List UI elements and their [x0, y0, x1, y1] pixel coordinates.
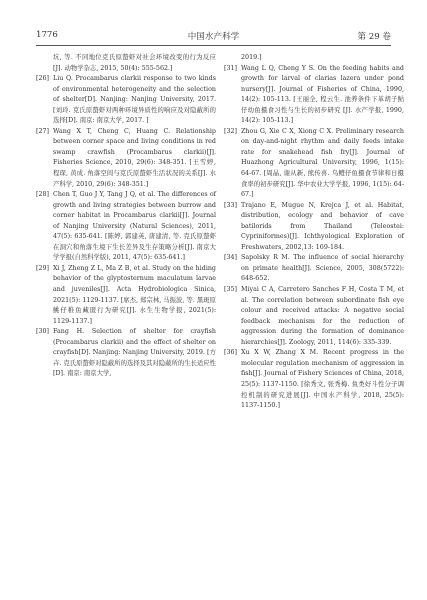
references-right-column — [224, 53, 404, 412]
reference-entry — [224, 285, 404, 348]
reference-number: [27] — [36, 127, 50, 135]
reference-number: [26] — [36, 75, 50, 83]
reference-text: Trajano E, Mugue N, Krejca J, et al. Habitat, distribution, ecology and behavior of cave batilorids from Thailand (Teleostei: Cypriniformes)[J]. Ichthyological Exploration of Freshwaters, 2002,13: 169-184. — [241, 201, 404, 251]
reference-text: Xu X W, Zhang X M. Recent progress in the molecular regulation mechanism of aggression in fish[J]. Journal of Fishery Sciences of China, 2018, 25(5): 1137-1150. [徐秀文, 张秀梅. 鱼类好斗性分子调控机制的研究进展[J]. 中国水产科学, 2018, 25(5): 1137-1150.] — [241, 349, 404, 410]
reference-entry — [224, 253, 404, 285]
reference-text: Wang X T, Cheng C, Huang C. Relationship between corner space and living conditions in red swamp crawfish (Procambarus clarkii)[J]. Fisheries Science, 2010, 29(6): 348-351. [王雪婷, 程琛, 黄成. 角落空间与克氏原螯虾生活状况的关系[J]. 水产科学, 2010, 29(6): 348-351.] — [53, 127, 216, 188]
reference-text: Wang L Q, Cheng Y S. On the feeding habits and growth for larval of clarias lazera under pond nursery[J]. Journal of Fisheries of China, 1990, 14(2): 105-113. [王丽全, 程云生. 池养条件下革胡子鲇仔幼鱼摄食习性与生长的初步研究 [J]. 水产学报, 1990, 14(2): 105-113.] — [241, 64, 404, 125]
references-left-column — [36, 53, 216, 380]
reference-number: [35] — [224, 286, 238, 294]
reference-text: Liu Q. Procambarus clarkii response to two kinds of environmental heterogeneity and the selection of shelter[D]. Nanjing: Nanjing University, 2017. [刘玲. 克氏原螯虾对两种环境异质性的响应及对隐蔽所的选择[D]. 南京: 南京大学, 2017. ] — [53, 75, 216, 125]
reference-text: Zhou G, Xie C X, Xiong C X. Preliminary research on day-and-night rhythm and daily feeds intake rate for snakehead fish fry[J]. Journal of Huazhong Agricultural University, 1996, 1(15): 64-67. [周晶, 谢从新, 熊传喜. 乌鳢仔鱼摄食节律和日摄食率的初步研究[J]. 华中农业大学学报, 1996, 1(15): 64-67.] — [241, 127, 404, 199]
reference-number: [30] — [36, 328, 50, 336]
reference-entry — [224, 64, 404, 127]
reference-entry — [36, 190, 216, 264]
reference-entry — [36, 327, 216, 380]
reference-number: [31] — [224, 64, 238, 72]
volume-label: 第 29 卷 — [357, 32, 391, 42]
reference-text: Fang H. Selection of shelter for crayfish (Procambarus clarkii) and the effect of shelter on crayfish[D]. Nanjing: Nanjing University, 2019. [方卉. 克氏原螯虾对隐蔽所的选择及其对隐蔽所的生长适应性[D]. 南京: 南京大学, — [53, 328, 216, 378]
page-header — [36, 30, 391, 42]
reference-entry — [224, 127, 404, 201]
reference-number: [34] — [224, 254, 238, 262]
journal-title: 中国水产科学 — [187, 32, 240, 42]
reference-entry — [224, 348, 404, 411]
reference-entry — [36, 53, 216, 74]
reference-entry — [36, 127, 216, 190]
reference-text: Chen T, Guo J Y, Tang J Q, et al. The differences of growth and living strategies between burrow and corner habitat in Procambarus clarkii[J]. Journal of Nanjing University (Natural Sciences), 2011, 47(5): 635-641. [陈婷, 郭建英, 唐建清, 等. 克氏原螯虾在洞穴和角落生境下生长差异及生存策略分析[J]. 南京大学学报(自然科学版), 2011, 47(5): 635-641.] — [53, 191, 216, 262]
reference-number: [33] — [224, 201, 238, 209]
page-number: 1776 — [36, 30, 58, 40]
reference-entry — [224, 201, 404, 254]
reference-number: [36] — [224, 349, 238, 357]
reference-number: [28] — [36, 191, 50, 199]
reference-text: Sapolsky R M. The influence of social hierarchy on primate health[J]. Science, 2005, 308(5722): 648-652. — [241, 254, 404, 283]
reference-text: 坑, 等. 不同地位克氏原螯虾对社会环境改变的行为反应 [J]. 动物学杂志, 2015, 50(4): 555-562.] — [53, 54, 216, 72]
reference-number: [29] — [36, 264, 50, 272]
reference-text: Miyai C A, Carretero Sanches F H, Costa T M, et al. The correlation between subordinate fish eye colour and received attacks: A negative social feedback mechanism for the reduction of aggression during the formation of dominance hierarchies[J]. Zoology, 2011, 114(6): 335-339. — [241, 286, 404, 346]
reference-text: 2019.] — [241, 54, 262, 61]
reference-text: Xi J, Zheng Z L, Ma Z B, et al. Study on the hiding behavior of the glyptosternum maculatum larvae and juveniles[J]. Acta Hydrobiologica Sinica, 2021(5): 1129-1137. [席杰, 郑宗林, 马振波, 等. 黑斑原鮡仔稚鱼藏匿行为研究[J]. 水生生物学报, 2021(5): 1129-1137.] — [53, 264, 216, 325]
reference-entry — [224, 53, 404, 64]
reference-number: [32] — [224, 127, 238, 135]
reference-entry — [36, 264, 216, 327]
header-rule — [36, 45, 391, 46]
reference-entry — [36, 74, 216, 127]
